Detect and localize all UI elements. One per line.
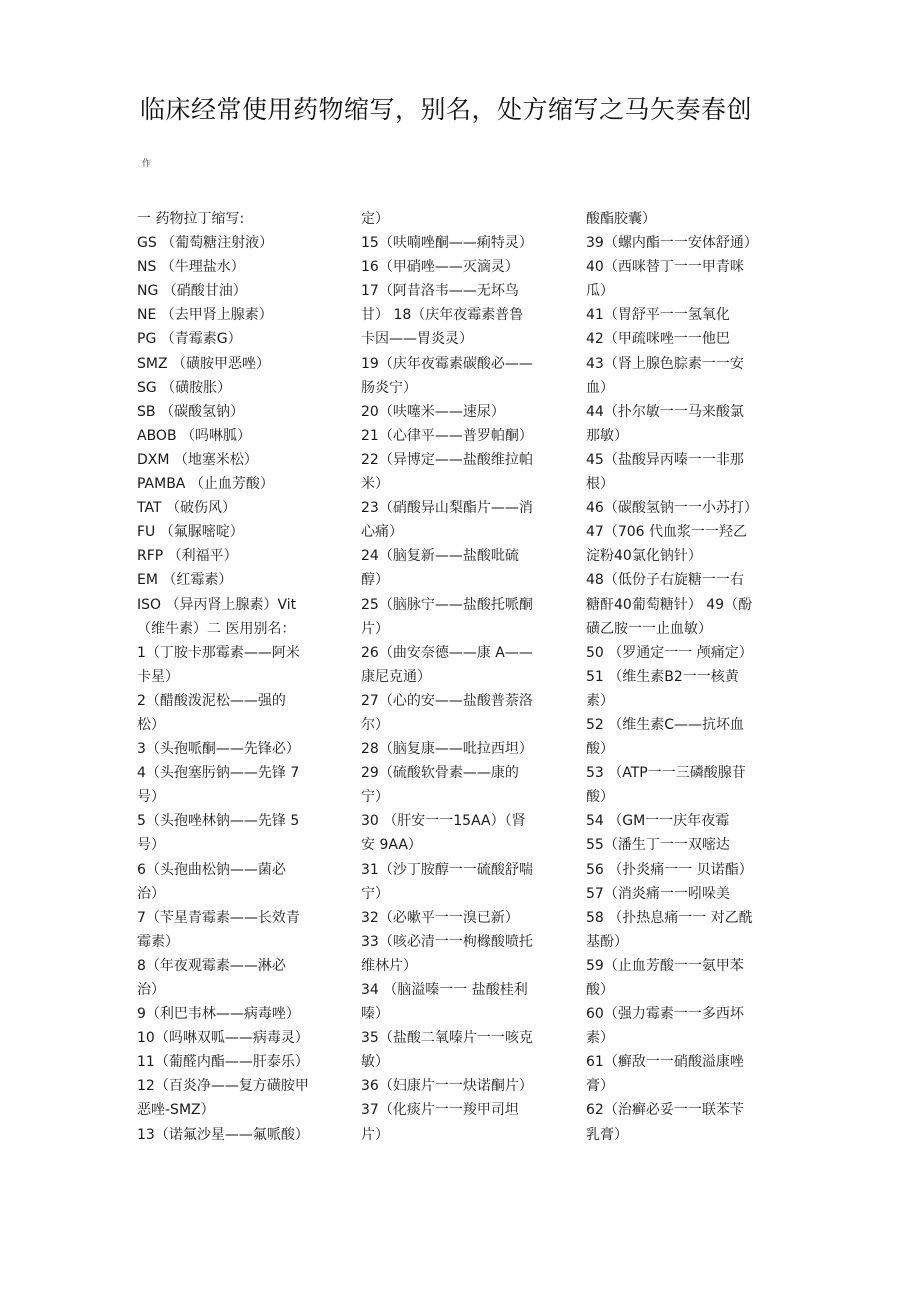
text-line: 酸） — [586, 789, 614, 806]
text-line: 醇） — [361, 572, 389, 589]
text-line: （维牛素）二 医用别名： — [137, 620, 296, 637]
text-line: 57（消炎痛一一吲哚美 — [586, 885, 730, 902]
text-line: NS （牛理盐水） — [137, 259, 245, 276]
text-line: 酸） — [586, 741, 614, 758]
text-line: 47（706 代血浆一一羟乙 — [586, 524, 747, 541]
text-line: 54 （GM一一庆年夜霉 — [586, 813, 730, 830]
text-line: 卡星） — [137, 668, 179, 685]
text-line: 8（年夜观霉素——淋必 — [137, 957, 286, 974]
text-line: 片） — [361, 620, 389, 637]
text-line: 61（癣敌一一硝酸溢康唑 — [586, 1054, 744, 1071]
text-line: 10（吗啉双呱——病毒灵） — [137, 1030, 309, 1047]
text-line: 6（头孢曲松钠——菌必 — [137, 861, 286, 878]
text-line: TAT （破伤风） — [137, 500, 236, 517]
text-line: SB （碳酸氢钠） — [137, 403, 244, 420]
text-line: 40（西咪替丁一一甲青咪 — [586, 259, 744, 276]
text-line: 膏） — [586, 1078, 614, 1095]
text-line: PG （青霉素G） — [137, 331, 242, 348]
text-line: 37（化痰片一一羧甲司坦 — [361, 1102, 519, 1119]
text-column-3 — [586, 207, 798, 1147]
text-line: 淀粉40氯化钠针） — [586, 548, 702, 565]
text-line: 那敏） — [586, 427, 628, 444]
text-line: 7（苄星青霉素——长效青 — [137, 909, 300, 926]
text-line: SMZ （磺胺甲恶唑） — [137, 355, 271, 372]
text-line: 治） — [137, 885, 165, 902]
text-line: GS （葡萄糖注射液） — [137, 235, 274, 252]
text-line: 号） — [137, 789, 165, 806]
text-line: 55（潘生丁一一双嘧达 — [586, 837, 730, 854]
text-line: PAMBA （止血芳酸） — [137, 476, 274, 493]
text-line: 素） — [586, 1030, 614, 1047]
text-line: ISO （异丙肾上腺素）Vit — [137, 596, 297, 613]
text-line: 甘） 18（庆年夜霉素普鲁 — [361, 307, 524, 324]
text-line: 58 （扑热息痛一一 对乙酰 — [586, 909, 753, 926]
small-mark: 作 — [142, 159, 152, 169]
text-line: 号） — [137, 837, 165, 854]
text-line: 33（咳必清一一枸橼酸喷托 — [361, 933, 533, 950]
text-line: 嗪） — [361, 1006, 389, 1023]
text-line: 44（扑尔敏一一马来酸氯 — [586, 403, 744, 420]
text-line: 19（庆年夜霉素碳酸必—— — [361, 355, 533, 372]
text-line: 磺乙胺一一止血敏） — [586, 620, 712, 637]
text-line: EM （红霉素） — [137, 572, 233, 589]
text-line: DXM （地塞米松） — [137, 451, 258, 468]
text-line: 36（妇康片一一炔诺酮片） — [361, 1078, 533, 1095]
text-line: 基酚） — [586, 933, 628, 950]
text-line: 定） — [361, 211, 389, 227]
text-line: ABOB （吗啉胍） — [137, 427, 252, 444]
text-line: 17（阿昔洛韦——无坏鸟 — [361, 283, 519, 300]
text-line: 4（头孢塞肟钠——先锋 7 — [137, 765, 300, 782]
text-line: 素） — [586, 692, 614, 709]
text-line: 乳膏） — [586, 1126, 628, 1143]
text-line: RFP （利福平） — [137, 548, 238, 565]
text-line: 59（止血芳酸一一氨甲苯 — [586, 957, 744, 974]
text-line: 22（异博定——盐酸维拉帕 — [361, 451, 533, 468]
text-line: 糖酐40葡萄糖针） 49（酚 — [586, 596, 753, 613]
text-line: 50 （罗通定一一 颅痛定） — [586, 644, 753, 661]
text-line: 宁） — [361, 885, 389, 902]
text-line: 16（甲硝唑——灭滴灵） — [361, 259, 519, 276]
text-line: 24（脑复新——盐酸吡硫 — [361, 548, 519, 565]
text-line: 一 药物拉丁缩写: — [137, 211, 245, 227]
text-line: 2（醋酸泼泥松——强的 — [137, 692, 286, 709]
text-line: 康尼克通） — [361, 668, 431, 685]
text-line: 敏） — [361, 1054, 389, 1071]
text-line: 29（硫酸软骨素——康的 — [361, 765, 519, 782]
text-line: 53 （ATP一一三磷酸腺苷 — [586, 765, 746, 782]
text-line: 52 （维生素C——抗坏血 — [586, 716, 745, 733]
text-line: 血） — [586, 379, 614, 396]
page-title: 临床经常使用药物缩写，别名，处方缩写之马矢奏春创 — [140, 95, 753, 124]
text-line: 酸酯胶囊） — [586, 211, 656, 227]
text-column-1 — [137, 207, 347, 1147]
text-line: 1（丁胺卡那霉素——阿米 — [137, 644, 300, 661]
text-column-2 — [361, 207, 571, 1147]
text-line: 11（葡醛内酯——肝泰乐） — [137, 1054, 309, 1071]
text-line: NE （去甲肾上腺素） — [137, 307, 273, 324]
text-line: 3（头孢哌酮——先锋必） — [137, 741, 300, 758]
text-line: 瓜） — [586, 283, 614, 300]
text-line: 根） — [586, 476, 614, 493]
text-line: 41（胃舒平一一氢氧化 — [586, 307, 730, 324]
text-line: 维林片） — [361, 957, 417, 974]
text-line: 肠炎宁） — [361, 379, 417, 396]
text-line: 片） — [361, 1126, 389, 1143]
text-line: 43（肾上腺色腙素一一安 — [586, 355, 744, 372]
text-line: 35（盐酸二氧嗪片一一咳克 — [361, 1030, 533, 1047]
text-line: 宁） — [361, 789, 389, 806]
text-line: 51 （维生素B2一一核黄 — [586, 668, 739, 685]
text-line: 39（螺内酯一一安体舒通） — [586, 235, 758, 252]
text-line: 5（头孢唑林钠——先锋 5 — [137, 813, 300, 830]
text-line: 9（利巴韦林——病毒唑） — [137, 1006, 300, 1023]
text-line: 27（心的安——盐酸普萘洛 — [361, 692, 533, 709]
text-line: 心痛） — [361, 524, 403, 541]
text-line: 32（必嗽平一一溴已新） — [361, 909, 519, 926]
text-line: 30 （肝安一一15AA）（肾 — [361, 813, 526, 830]
text-line: 卡因——胃炎灵） — [361, 331, 473, 348]
text-line: 治） — [137, 982, 165, 998]
text-line: 62（治癣必妥一一联苯苄 — [586, 1102, 744, 1119]
text-line: 松） — [137, 716, 165, 733]
text-line: 60（强力霉素一一多西坏 — [586, 1006, 744, 1023]
text-line: 25（脑脉宁——盐酸托哌酮 — [361, 596, 533, 613]
text-line: 42（甲疏咪唑一一他巴 — [586, 331, 730, 348]
text-line: 酸） — [586, 982, 614, 998]
text-line: 56 （扑炎痛一一 贝诺酯） — [586, 861, 753, 878]
text-line: 34 （脑溢嗪一一 盐酸桂利 — [361, 982, 528, 998]
text-line: 米） — [361, 476, 389, 493]
text-line: 20（呋噻米——速尿） — [361, 403, 505, 420]
text-line: FU （氟脲嘧啶） — [137, 524, 244, 541]
text-line: 12（百炎净——复方磺胺甲 — [137, 1078, 309, 1095]
text-line: 霉素） — [137, 933, 179, 950]
text-line: NG （硝酸甘油） — [137, 283, 247, 300]
text-line: 28（脑复康——吡拉西坦） — [361, 741, 533, 758]
text-line: 15（呋喃唑酮——痢特灵） — [361, 235, 533, 252]
text-line: 21（心律平——普罗帕酮） — [361, 427, 533, 444]
text-line: 31（沙丁胺醇一一硫酸舒喘 — [361, 861, 533, 878]
text-line: 26（曲安奈德——康 A—— — [361, 644, 533, 661]
text-line: 23（硝酸异山梨酯片——消 — [361, 500, 533, 517]
text-line: 恶唑-SMZ） — [137, 1102, 215, 1119]
text-line: 48（低份子右旋糖一一右 — [586, 572, 744, 589]
text-line: 安 9AA） — [361, 837, 422, 854]
text-line: SG （磺胺胀） — [137, 379, 232, 396]
text-line: 45（盐酸异丙嗪一一非那 — [586, 451, 744, 468]
text-line: 46（碳酸氢钠一一小苏打） — [586, 500, 758, 517]
text-line: 尔） — [361, 716, 389, 733]
text-line: 13（诺氟沙星——氟哌酸） — [137, 1126, 309, 1143]
